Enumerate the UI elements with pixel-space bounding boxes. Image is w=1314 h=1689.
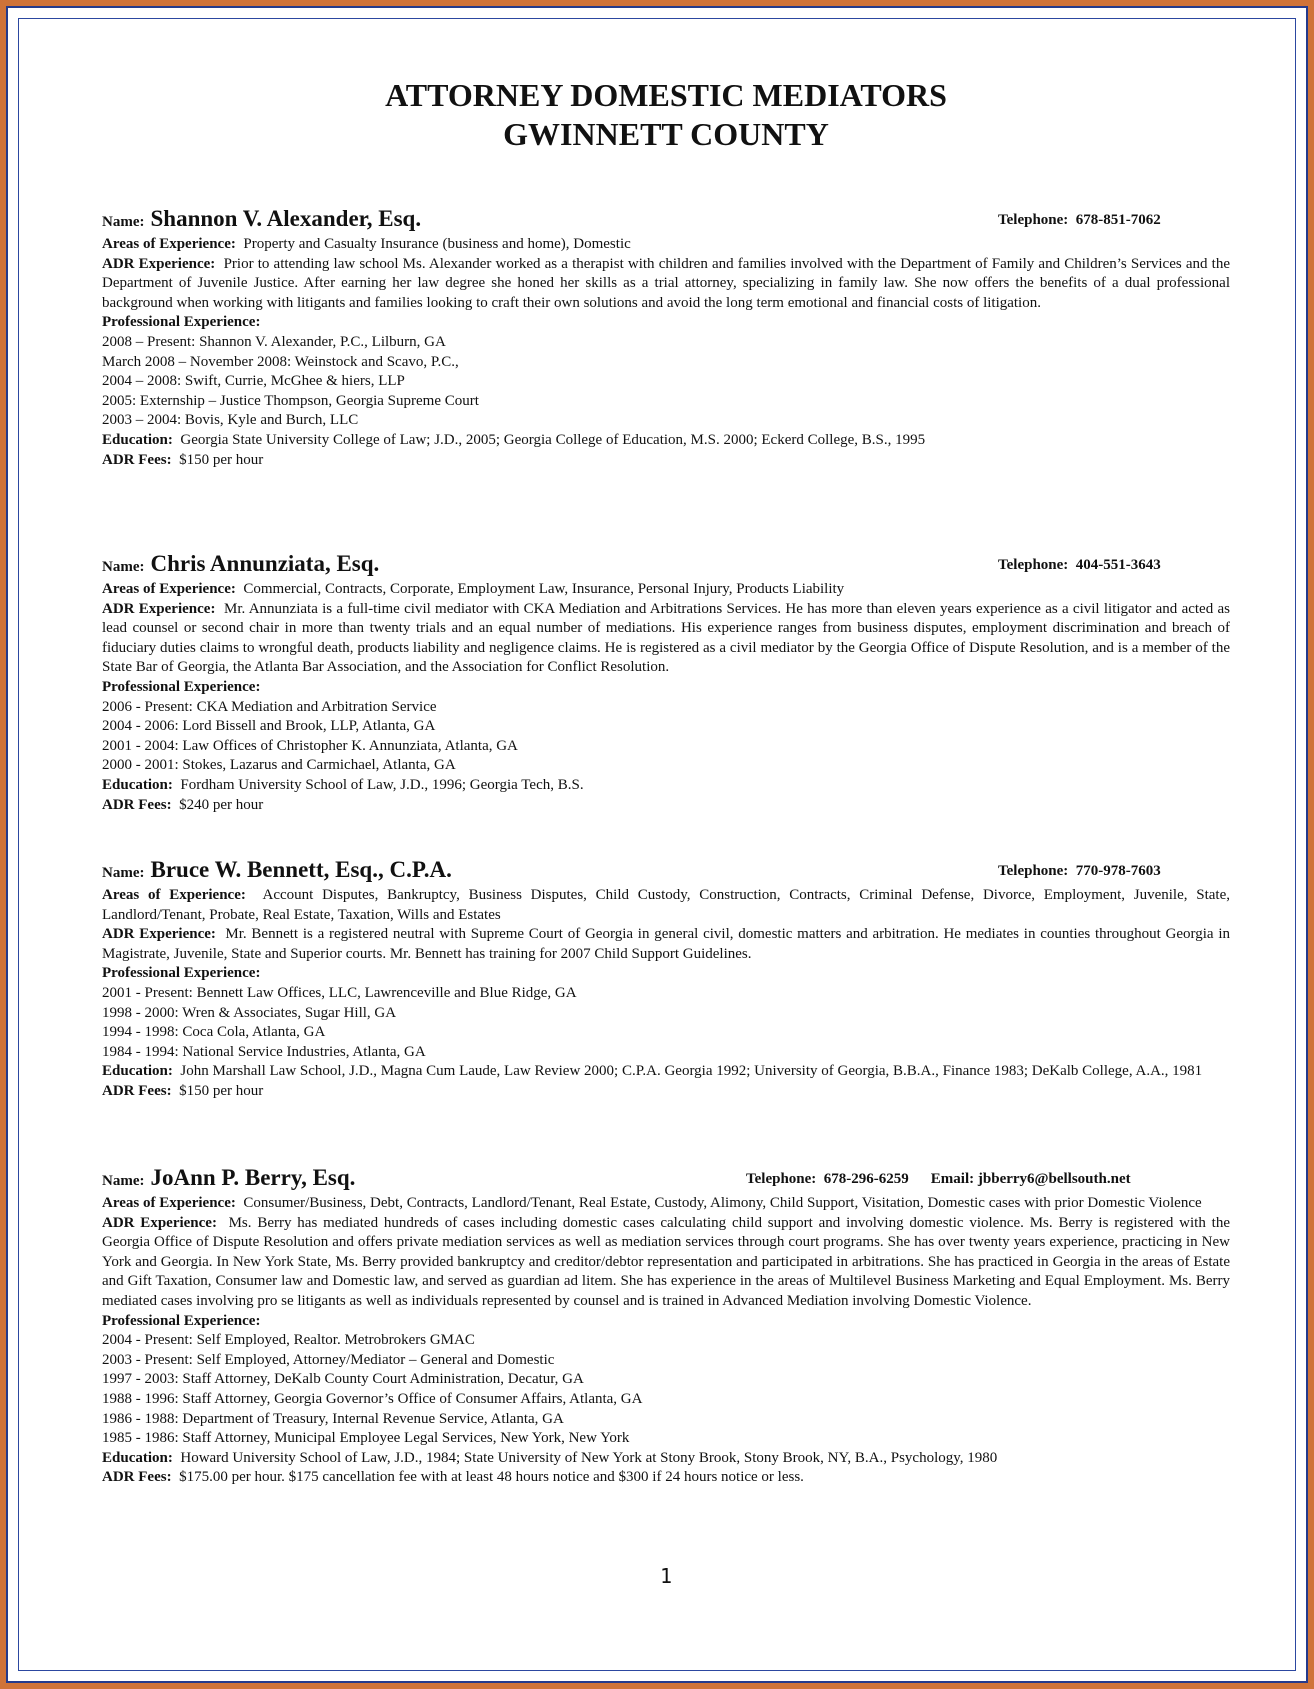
professional-item: 1985 - 1986: Staff Attorney, Municipal Employee Legal Services, New York, New York (102, 1430, 630, 1447)
telephone-field (998, 212, 1161, 229)
document-title (102, 76, 1230, 154)
professional-label: Professional Experience: (102, 314, 261, 331)
professional-item: 2004 – 2008: Swift, Currie, McGhee & hiers, LLP (102, 373, 405, 390)
professional-item: 1994 - 1998: Coca Cola, Atlanta, GA (102, 1024, 326, 1041)
professional-item: 2003 - Present: Self Employed, Attorney/Mediator – General and Domestic (102, 1351, 555, 1368)
fees-label-text: ADR Fees (102, 451, 167, 468)
page-border (6, 6, 1308, 1683)
adr-experience (102, 255, 1230, 314)
email-label: Email: (930, 1171, 975, 1187)
mediator-name: JoAnn P. Berry, Esq. (150, 1165, 356, 1190)
professional-item: 2004 - 2006: Lord Bissell and Brook, LLP, Atlanta, GA (102, 718, 436, 735)
areas-of-experience (102, 886, 1230, 925)
name-label: Name: (102, 559, 145, 575)
professional-item: 2000 - 2001: Stokes, Lazarus and Carmichael, Atlanta, GA (102, 757, 456, 774)
areas-value: Commercial, Contracts, Corporate, Employment Law, Insurance, Personal Injury, Products Liability (243, 581, 845, 597)
title-line-1: ATTORNEY DOMESTIC MEDIATORS (385, 77, 947, 113)
fees-label-sep: : (166, 1469, 172, 1486)
education-label: Education: (102, 431, 173, 448)
page-number: 1 (659, 1564, 673, 1588)
adr-label-sep: : (210, 926, 216, 943)
adr-label-text: ADR Experience (102, 926, 211, 943)
education (102, 1062, 1230, 1082)
education-value: Fordham University School of Law, J.D., 1996; Georgia Tech, B.S. (180, 776, 584, 793)
telephone-value: 678-296-6259 (823, 1171, 909, 1187)
adr-value: Ms. Berry has mediated hundreds of cases including domestic cases calculating child support and involving domestic violence. Ms. Berry is registered with the Georgia Office of Dispute Resolution and offers private mediation services as well as mediation services through court programs. She has over twenty years experience, practicing in New York and Georgia. In New York State, Ms. Berry provided bankruptcy and creditor/debtor representation and participated in arbitrations. She has practiced in Georgia in the areas of Estate and Gift Taxation, Consumer law and Domestic law, and served as guardian ad litem. She has experience in the areas of Multilevel Business Marketing and Equal Employment. Ms. Berry mediated cases involving pro se litigants as well as individuals represented by counsel and is trained in Advanced Mediation involving Domestic Violence. (102, 1214, 1230, 1309)
mediator-name: Chris Annunziata, Esq. (150, 551, 380, 576)
adr-fees (102, 451, 1230, 471)
fees-value: $150 per hour (179, 1082, 264, 1099)
areas-label: Areas of Experience: (102, 581, 236, 597)
adr-experience (102, 925, 1230, 964)
areas-value: Property and Casualty Insurance (business and home), Domestic (243, 236, 631, 252)
telephone-field (998, 557, 1161, 574)
fees-value: $150 per hour (179, 451, 264, 468)
telephone-label: Telephone: (998, 863, 1069, 879)
fees-label-text: ADR Fees (102, 1469, 167, 1486)
adr-value: Mr. Bennett is a registered neutral with Supreme Court of Georgia in general civil, domestic matters and arbitration. He mediates in counties throughout Georgia in Magistrate, Juvenile, State and Superior courts. Mr. Bennett has training for 2007 Child Support Guidelines. (102, 926, 1230, 962)
mediator-header (102, 1165, 1230, 1194)
telephone-field (746, 1171, 1131, 1188)
education (102, 1449, 1230, 1469)
telephone-value: 404-551-3643 (1075, 557, 1161, 573)
telephone-label: Telephone: (746, 1171, 817, 1187)
fees-label (102, 797, 172, 813)
education-label: Education: (102, 776, 173, 793)
areas-value: Account Disputes, Bankruptcy, Business Disputes, Child Custody, Construction, Contracts, Criminal Defense, Divorce, Employment, Juvenile, State, Landlord/Tenant, Probate, Real Estate, Taxation, Wills and Estates (102, 887, 1230, 923)
adr-value: Prior to attending law school Ms. Alexander worked as a therapist with children and families involved with the Department of Family and Children’s Services and the Department of Juvenile Justice. After earning her law degree she honed her skills as a trial attorney, specializing in family law. She now offers the benefits of a dual professional background when working with litigants and families looking to craft their own solutions and avoid the long term emotional and financial costs of litigation. (102, 255, 1230, 311)
adr-label-text: ADR Experience (102, 255, 211, 272)
areas-value: Consumer/Business, Debt, Contracts, Landlord/Tenant, Real Estate, Custody, Alimony, Child Support, Visitation, Domestic cases with prior Domestic Violence (243, 1195, 1202, 1211)
professional-item: 2003 – 2004: Bovis, Kyle and Burch, LLC (102, 412, 359, 429)
adr-label (102, 256, 215, 272)
areas-label: Areas of Experience: (102, 887, 246, 903)
adr-label-sep: : (210, 255, 216, 272)
adr-fees (102, 1082, 1230, 1102)
adr-label-text: ADR Experience (102, 600, 211, 617)
fees-label-sep: : (166, 1082, 172, 1099)
name-label: Name: (102, 1173, 145, 1189)
professional-item: March 2008 – November 2008: Weinstock and Scavo, P.C., (102, 353, 459, 370)
fees-value: $175.00 per hour. $175 cancellation fee with at least 48 hours notice and $300 if 24 hours notice or less. (179, 1469, 804, 1486)
adr-label (102, 601, 215, 617)
mediator-entry (102, 857, 1230, 1102)
professional-item: 1988 - 1996: Staff Attorney, Georgia Governor’s Office of Consumer Affairs, Atlanta, GA (102, 1390, 643, 1407)
professional-item: 1986 - 1988: Department of Treasury, Internal Revenue Service, Atlanta, GA (102, 1410, 564, 1427)
professional-label: Professional Experience: (102, 965, 261, 982)
email-value: jbberry6@bellsouth.net (977, 1171, 1131, 1187)
fees-value: $240 per hour (179, 796, 264, 813)
adr-experience (102, 600, 1230, 678)
mediator-entry (102, 206, 1230, 470)
education-value: Howard University School of Law, J.D., 1984; State University of New York at Stony Brook, Stony Brook, NY, B.A., Psychology, 1980 (180, 1449, 998, 1466)
adr-value: Mr. Annunziata is a full-time civil mediator with CKA Mediation and Arbitrations Services. He has more than eleven years experience as a civil litigator and acted as lead counsel or second chair in more than twenty trials and an equal number of mediations. His experience ranges from business disputes, employment discrimination and breach of fiduciary duties claims to wrongful death, products liability and negligence claims. He is registered as a civil mediator by the Georgia Office of Dispute Resolution, and is a member of the State Bar of Georgia, the Atlanta Bar Association, and the Association for Conflict Resolution. (102, 600, 1230, 676)
email-field (931, 1171, 1131, 1187)
adr-fees (102, 796, 1230, 816)
professional-item: 2001 - 2004: Law Offices of Christopher K. Annunziata, Atlanta, GA (102, 737, 518, 754)
adr-label-sep: : (211, 1214, 217, 1231)
education (102, 776, 1230, 796)
name-label: Name: (102, 214, 145, 230)
adr-label-text: ADR Experience (102, 1214, 212, 1231)
telephone-value: 678-851-7062 (1075, 212, 1161, 228)
adr-fees (102, 1468, 1230, 1488)
mediator-name: Bruce W. Bennett, Esq., C.P.A. (150, 857, 452, 882)
professional-item: 1984 - 1994: National Service Industries, Atlanta, GA (102, 1043, 426, 1060)
education-value: Georgia State University College of Law; J.D., 2005; Georgia College of Education, M.S. 2000; Eckerd College, B.S., 1995 (180, 431, 926, 448)
areas-of-experience (102, 580, 1230, 600)
name-label: Name: (102, 865, 145, 881)
education-label: Education: (102, 1449, 173, 1466)
professional-label: Professional Experience: (102, 678, 261, 695)
adr-label-sep: : (210, 600, 216, 617)
professional-item: 2004 - Present: Self Employed, Realtor. Metrobrokers GMAC (102, 1332, 475, 1349)
mediator-name: Shannon V. Alexander, Esq. (150, 206, 422, 231)
adr-experience (102, 1214, 1230, 1312)
fees-label (102, 452, 172, 468)
professional-item: 2001 - Present: Bennett Law Offices, LLC, Lawrenceville and Blue Ridge, GA (102, 984, 577, 1001)
telephone-field (998, 863, 1161, 880)
fees-label-sep: : (166, 451, 172, 468)
professional-item: 2005: Externship – Justice Thompson, Georgia Supreme Court (102, 392, 479, 409)
mediator-header (102, 857, 1230, 886)
areas-of-experience (102, 1194, 1230, 1214)
professional-label: Professional Experience: (102, 1312, 261, 1329)
professional-item: 2008 – Present: Shannon V. Alexander, P.C., Lilburn, GA (102, 333, 446, 350)
fees-label-text: ADR Fees (102, 796, 167, 813)
areas-of-experience (102, 235, 1230, 255)
education (102, 431, 1230, 451)
education-label: Education: (102, 1063, 173, 1080)
telephone-value: 770-978-7603 (1075, 863, 1161, 879)
fees-label-sep: : (166, 796, 172, 813)
professional-item: 1997 - 2003: Staff Attorney, DeKalb County Court Administration, Decatur, GA (102, 1371, 584, 1388)
fees-label-text: ADR Fees (102, 1082, 167, 1099)
fees-label (102, 1469, 172, 1485)
professional-item: 2006 - Present: CKA Mediation and Arbitration Service (102, 698, 437, 715)
telephone-label: Telephone: (998, 557, 1069, 573)
adr-label (102, 926, 216, 942)
mediator-header (102, 551, 1230, 580)
mediator-header (102, 206, 1230, 235)
mediator-entry (102, 551, 1230, 815)
education-value: John Marshall Law School, J.D., Magna Cum Laude, Law Review 2000; C.P.A. Georgia 1992; University of Georgia, B.B.A., Finance 1983; DeKalb College, A.A., 1981 (180, 1063, 1203, 1080)
professional-item: 1998 - 2000: Wren & Associates, Sugar Hill, GA (102, 1004, 397, 1021)
adr-label (102, 1215, 217, 1231)
areas-label: Areas of Experience: (102, 1195, 236, 1211)
areas-label: Areas of Experience: (102, 236, 236, 252)
title-line-2: GWINNETT COUNTY (503, 116, 829, 152)
fees-label (102, 1083, 172, 1099)
telephone-label: Telephone: (998, 212, 1069, 228)
mediator-entry (102, 1165, 1230, 1488)
